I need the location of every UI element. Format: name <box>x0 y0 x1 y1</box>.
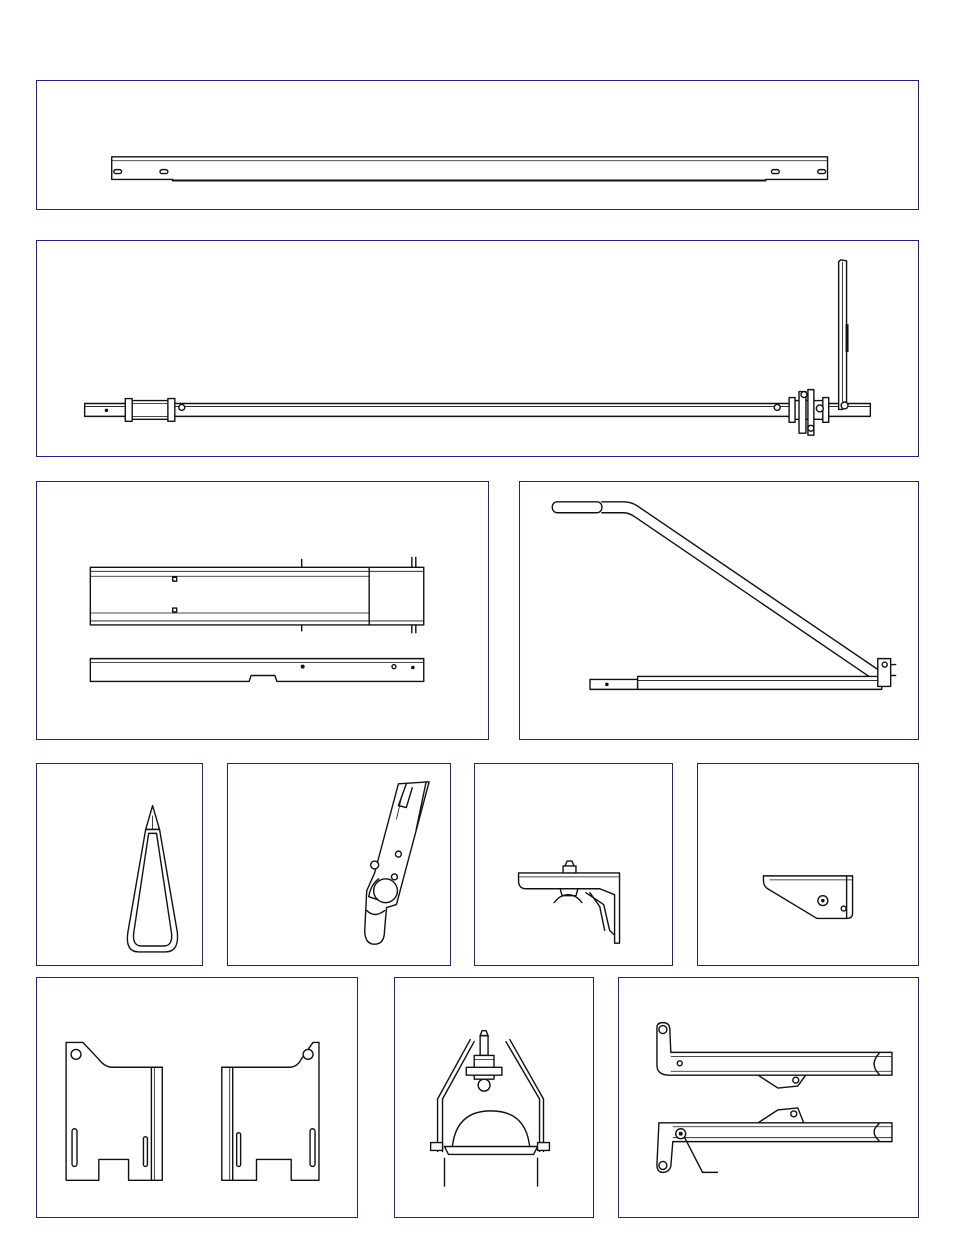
angled-handle-part <box>520 482 918 739</box>
flat-rail-part <box>37 81 918 209</box>
angle-bracket-part <box>475 764 672 965</box>
panel-handle-arm <box>519 481 919 740</box>
gusset-plate-part <box>698 764 918 965</box>
spike-part <box>37 764 202 965</box>
panel-main-beam <box>36 240 919 457</box>
panel-mount-plates <box>36 977 358 1218</box>
panel-latch-plate <box>227 763 451 966</box>
latch-plate-part <box>228 764 450 965</box>
panel-angle-bracket <box>474 763 673 966</box>
panel-side-arms <box>618 977 919 1218</box>
mounting-plate-pair-part <box>37 978 357 1217</box>
channel-section-part <box>37 482 488 739</box>
clamp-yoke-part <box>395 978 593 1217</box>
side-arm-pair-part <box>619 978 918 1217</box>
panel-gusset-plate <box>697 763 919 966</box>
panel-channel-pair <box>36 481 489 740</box>
panel-clamp-yoke <box>394 977 594 1218</box>
panel-spike <box>36 763 203 966</box>
panel-long-rail <box>36 80 919 210</box>
beam-with-upright-part <box>37 241 918 456</box>
